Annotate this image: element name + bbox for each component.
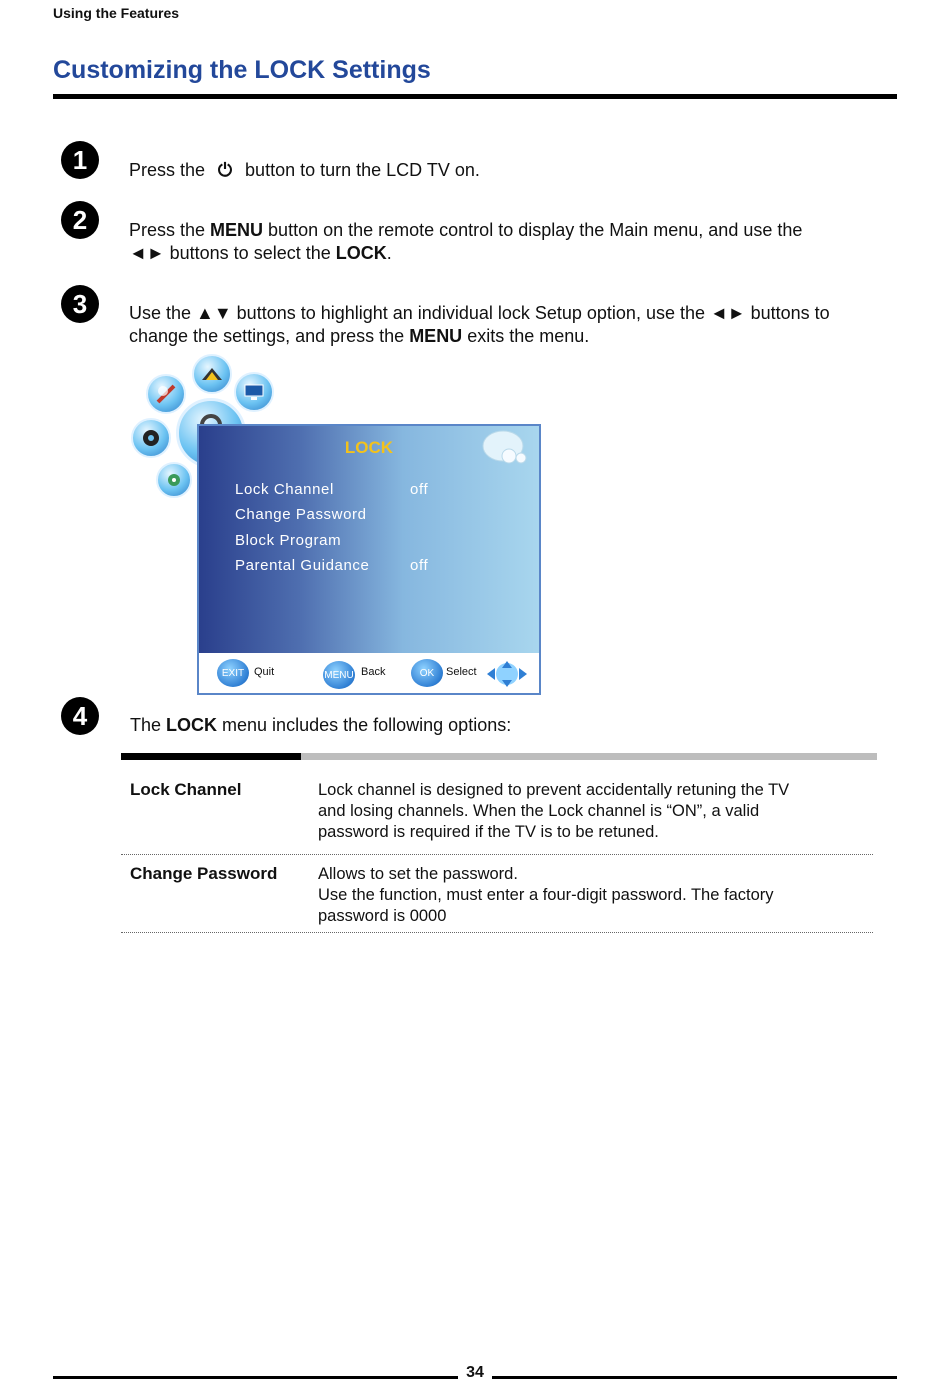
- osd-item-change-password[interactable]: [235, 503, 525, 528]
- sound-icon: [192, 354, 232, 394]
- osd-item-label: Lock Channel: [235, 481, 334, 498]
- table-rule-dark: [121, 753, 301, 760]
- globe-icon: [479, 428, 533, 468]
- footer-rule-left: [53, 1376, 458, 1379]
- osd-item-label: Parental Guidance: [235, 556, 370, 574]
- desc-line: Use the function, must enter a four-digit password. The factory: [318, 886, 774, 904]
- footer-rule-right: [492, 1376, 897, 1379]
- back-label: Back: [361, 666, 386, 678]
- step-3-t1: Use the ▲▼ buttons to highlight an individual lock Setup option, use the ◄► buttons to change the settings, and press the: [129, 303, 830, 346]
- desc-line: and losing channels. When the Lock channel is “ON”, a valid: [318, 802, 760, 820]
- step-3-t2: exits the menu.: [462, 326, 590, 346]
- title-rule: [53, 94, 897, 99]
- select-label: Select: [446, 666, 477, 678]
- step-3-menu: MENU: [409, 326, 463, 346]
- desc-line: Lock channel is designed to prevent accidentally retuning the TV: [318, 781, 790, 799]
- step-4-lock: LOCK: [166, 715, 218, 735]
- page-title: Customizing the LOCK Settings: [53, 56, 431, 84]
- setup-icon: [156, 462, 192, 498]
- step-2-t1: Press the: [129, 220, 211, 240]
- step-number-1: 1: [61, 141, 99, 179]
- monitor-icon: [234, 372, 274, 412]
- ok-key-icon[interactable]: OK: [411, 659, 443, 687]
- row-divider: [121, 854, 873, 855]
- step-number-3: 3: [61, 285, 99, 323]
- step-4-t2: menu includes the following options:: [217, 715, 512, 735]
- osd-item-value: off: [410, 481, 429, 498]
- step-1-text: [129, 159, 869, 182]
- table-rule-gray: [301, 753, 877, 760]
- osd-title: LOCK: [344, 438, 394, 457]
- row-divider: [121, 932, 873, 933]
- step-2-text: [129, 219, 869, 265]
- desc-line: Allows to set the password.: [318, 865, 518, 883]
- osd-item-label: Change Password: [235, 506, 367, 524]
- step-4-t1: The: [130, 715, 167, 735]
- osd-menu-list: [235, 478, 525, 579]
- osd-item-value: off: [410, 556, 429, 574]
- step-2-t4: .: [386, 243, 392, 263]
- step-1-post: button to turn the LCD TV on.: [240, 160, 480, 180]
- step-1-pre: Press the: [129, 160, 211, 180]
- osd-item-parental-guidance[interactable]: [235, 554, 525, 579]
- desc-line: password is 0000: [318, 907, 447, 925]
- step-2-menu: MENU: [210, 220, 264, 240]
- osd-item-block-program[interactable]: [235, 529, 525, 554]
- step-number-2: 2: [61, 201, 99, 239]
- lock-osd-menu: [197, 424, 541, 695]
- osd-footer: [199, 653, 539, 693]
- exit-key-icon[interactable]: EXIT: [217, 659, 249, 687]
- step-2-lock: LOCK: [335, 243, 387, 263]
- step-number-4: 4: [61, 697, 99, 735]
- direction-arrows-icon[interactable]: [483, 659, 531, 689]
- page-number: 34: [466, 1364, 484, 1381]
- desc-line: password is required if the TV is to be retuned.: [318, 823, 659, 841]
- quit-label: Quit: [254, 666, 275, 678]
- menu-key-icon[interactable]: MENU: [323, 661, 355, 689]
- option-desc-lock-channel: [318, 780, 858, 843]
- osd-item-lock-channel[interactable]: [235, 478, 525, 503]
- step-2-t3: ◄► buttons to select the: [129, 243, 336, 263]
- step-4-text: [130, 714, 870, 737]
- camera-icon: [131, 418, 171, 458]
- option-term-lock-channel: Lock Channel: [130, 780, 242, 799]
- step-2-t2: button on the remote control to display the Main menu, and use the: [263, 220, 803, 240]
- osd-item-label: Block Program: [235, 531, 342, 549]
- step-3-text: [129, 302, 854, 348]
- option-term-change-password: Change Password: [130, 864, 278, 883]
- picture-icon: [146, 374, 186, 414]
- option-desc-change-password: [318, 864, 858, 927]
- power-icon: ⏻: [217, 160, 233, 180]
- section-label: Using the Features: [53, 5, 180, 21]
